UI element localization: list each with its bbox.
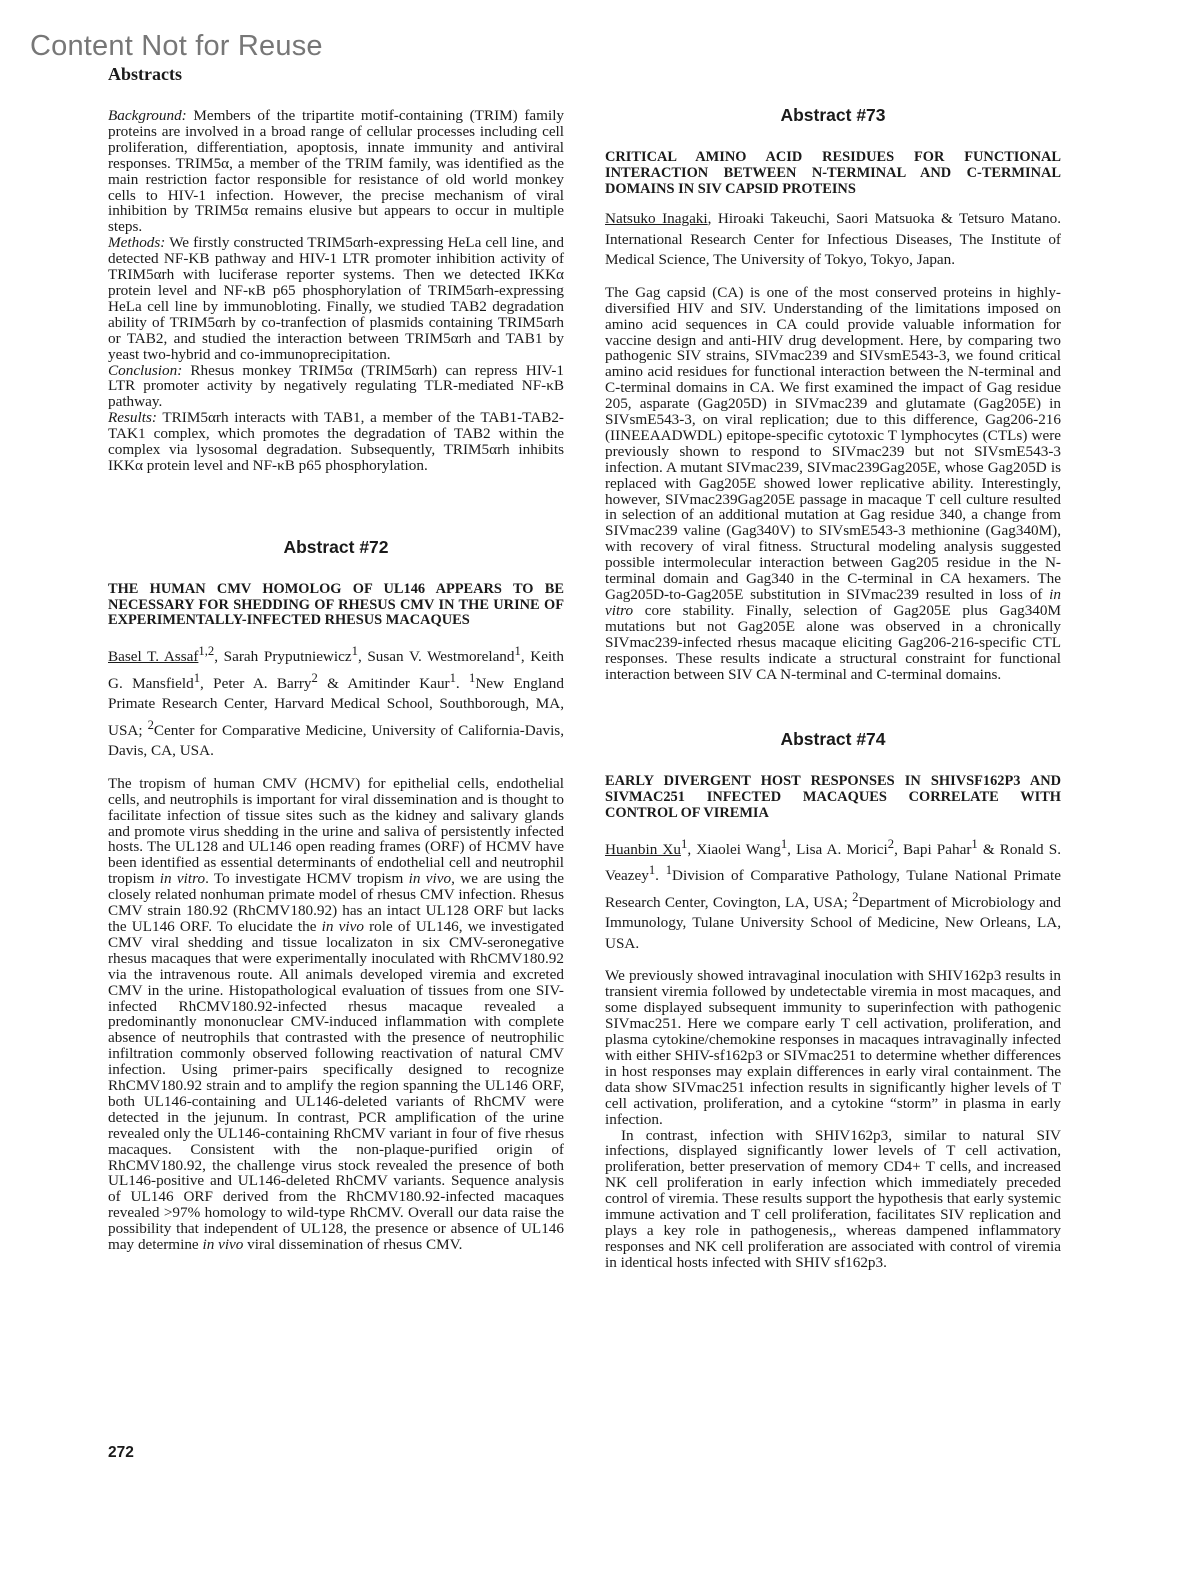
abstract-73-body [605,285,1061,683]
abstract-72-heading: Abstract #72 [283,536,389,557]
abstract-74 [605,729,1062,1271]
abstract-72-author-2-sup: 1 [351,644,358,659]
abstract-74-body [605,968,1061,1270]
abstract-72-aff2-sup: 2 [147,717,154,732]
abstract-72 [108,536,565,1254]
abstract-73-presenter: Natsuko Inagaki [605,210,708,228]
abstract-72-body-italic-4: in vivo [202,1236,244,1254]
abstract-74-authors: Huanbin Xu$^1$, Xiaolei Wang$^1$, Lisa A. Morici$^2$, Bapi Pahar$^1$ & Ronald S. Veazey$^1$. $^1$Division of Comparative Pathology, Tulane National Primate Research Center, Covington, LA, USA; $^2$Department of Microbiology and Immunology, Tulane University School of Medicine, New Orleans, LA, USA. [605,836,1062,952]
abstract-72-author-2: , Sarah Pryputniewicz [214,648,352,666]
abstract-73-body-italic: in vitro [605,586,1061,619]
abstract-72-author-6: & Amitinder Kaur [317,674,450,692]
abstract-74-author-2: , Xiaolei Wang [687,840,781,858]
abstract-74-author-4: , Bapi Pahar [894,840,972,858]
abstract-74-title: EARLY DIVERGENT HOST RESPONSES IN SHIVSF162P3 AND SIVMAC251 INFECTED MACAQUES CORRELATE WITH CONTROL OF VIREMIA [605,773,1061,821]
abstract-74-affiliation-1: Division of Comparative Pathology, Tulane National Primate Research Center, Covington, LA, USA; [605,867,1061,911]
background-paragraph [108,108,564,235]
abstract-73-title: CRITICAL AMINO ACID RESIDUES FOR FUNCTIONAL INTERACTION BETWEEN N-TERMINAL AND C-TERMINAL DOMAINS IN SIV CAPSID PROTEINS [605,148,1061,197]
abstract-74-presenter-sup: 1 [681,836,688,851]
abstract-72-body-4: role of UL146, we investigated CMV viral shedding and tissue localizaton in six CMV-seronegative rhesus macaques that were experimentally inoculated with RhCMV180.92 via the intravenous route. All animals developed viremia and excreted CMV in the urine. Histopathological evaluation of tissues from one SIV-infected RhCMV180.92-infected rhesus macaque revealed a predominantly mononuclear CMV-induced inflammation with complete absence of neutrophils that contrasted with the presence of neutrophilic infiltration commonly observed following reactivation of natural CMV infection. Using primer-pairs specifically designed to recognize RhCMV180.92 strain and to amplify the region spanning the UL146 ORF, both UL146-containing and UL146-deleted variants of RhCMV were detected in the jejunum. In contrast, PCR amplification of the urine revealed only the UL146-containing RhCMV variant in four of five rhesus macaques. Consistent with the non-plaque-purified origin of RhCMV180.92, the challenge virus stock revealed the presence of both UL146-positive and UL146-deleted RhCMV variants. Sequence analysis of UL146 ORF derived from the RhCMV180.92-infected macaques revealed >97% homology to wild-type RhCMV. Overall our data raise the possibility that independent of UL128, the presence or absence of UL146 may determine [108,917,565,1254]
methods-label: Methods: [108,234,166,252]
abstract-74-author-3-sup: 2 [887,836,895,851]
abstract-72-body-italic-3: in vivo [321,917,364,935]
abstract-73-body-1: The Gag capsid (CA) is one of the most conserved proteins in highly-diversified HIV and SIV. Understanding of the limitations imposed on amino acid sequences in CA could provide valuable information for vaccine design and anti-HIV drug development. Here, by comparing two pathogenic SIV strains, SIVmac239 and SIVsmE543-3, we found critical amino acid residues for functional interaction between the N-terminal and C-terminal domains in CA. We first examined the impact of Gag residue 205, asparate (Gag205D) in SIVmac239 and glutamate (Gag205E) in SIVsmE543-3, on viral replication; due to this difference, Gag206-216 (IINEEAADWDL) epitope-specific cytotoxic T lymphocytes (CTLs) were previously shown to respond to SIVmac239 but not SIVsmE543-3 infection. A mutant SIVmac239, SIVmac239Gag205E, whose Gag205D is replaced with Gag205E showed lower replicative ability. Interestingly, however, SIVmac239Gag205E passage in macaque T cell culture resulted in selection of an additional mutation at Gag residue 340, a change from SIVmac239 valine (Gag340V) to SIVsmE543-3 methionine (Gag340M), with recovery of viral fitness. Structural modeling analysis suggested possible intermolecular interaction between Gag205 residue in the N-terminal domain and Gag340 in the C-terminal in CA hexamers. The Gag205D-to-Gag205E substitution in SIVmac239 resulted in loss of [605,283,1061,604]
abstract-72-presenter-sup: 1,2 [198,644,215,659]
abstract-72-presenter: Basel T. Assaf [108,648,199,666]
abstract-72-title: THE HUMAN CMV HOMOLOG OF UL146 APPEARS TO BE NECESSARY FOR SHEDDING OF RHESUS CMV IN THE URINE OF EXPERIMENTALLY-INFECTED RHESUS MACAQUES [108,580,564,629]
results-text: TRIM5αrh interacts with TAB1, a member of the TAB1-TAB2-TAK1 complex, which promotes the degradation of TAB2 within the complex via lysosomal degradation. Subsequently, TRIM5αrh inhibits IKKα protein level and NF-κB p65 phosphorylation. [108,409,564,474]
conclusion-label: Conclusion: [108,361,183,379]
abstract-74-author-5-sup: 1 [648,863,656,878]
abstract-72-author-6-sup: 1 [449,670,456,685]
abstract-72-body-3: , we are using the closely related nonhuman primate model of rhesus CMV infection. Rhesus CMV strain 180.92 (RhCMV180.92) has an intact UL128 ORF but lacks the UL146 ORF. To elucidate the [108,870,565,935]
abstract-74-paragraph-1: We previously showed intravaginal inoculation with SHIV162p3 results in transient viremia followed by undetectable viremia in most macaques, and some displayed subsequent immunity to superinfection with pathogenic SIVmac251. Here we compare early T cell activation, proliferation, and plasma cytokine/chemokine responses in macaques intravaginally infected with either SHIV-sf162p3 or SIVmac251 to determine whether differences in host responses may explain differences in early viral containment. The data show SIVmac251 infection results in significantly higher levels of T cell activation, proliferation, and a cytokine “storm” in plasma in early infection. [605,967,1061,1128]
abstract-72-affiliation-2: Center for Comparative Medicine, University of California-Davis, Davis, CA, USA. [108,721,564,760]
abstract-73-authors-rest: , Hiroaki Takeuchi, Saori Matsuoka & Tetsuro Matano. International Research Center for Infectious Diseases, The Institute of Medical Science, The University of Tokyo, Tokyo, Japan. [605,210,1061,269]
abstract-71-tail [108,108,564,474]
abstract-72-body-1: The tropism of human CMV (HCMV) for epithelial cells, endothelial cells, and neutrophils is important for viral dissemination and is thought to facilitate infection of tissue sites such as the kidney and salivary glands and promote virus shedding in the urine and saliva of persistently infected hosts. The UL128 and UL146 open reading frames (ORF) of HCMV have been identified as essential determinants of endothelial cell and neutrophil tropism [108,774,564,888]
abstract-72-body [108,776,564,1253]
abstract-74-aff1-sup: 1 [665,863,673,878]
abstract-72-author-3-sup: 1 [514,644,521,659]
results-label: Results: [108,409,157,427]
abstract-72-paragraph [108,776,564,1253]
abstract-72-affiliation-1: New England Primate Research Center, Harvard Medical School, Southborough, MA, USA; [108,674,564,739]
abstract-72-body-italic-2: in vivo [408,870,452,888]
abstract-74-paragraph-2: In contrast, infection with SHIV162p3, similar to natural SIV infections, displayed significantly lower levels of T cell activation, proliferation, better preservation of memory CD4+ T cells, and increased NK cell proliferation in early infection which immediately preceded control of viremia. These results support the hypothesis that early systemic immune activation and T cell proliferation, facilitates SIV replication and plays a key role in pathogenesis,, whereas dampened inflammatory responses and NK cell proliferation are associated with control of viremia in identical hosts infected with SHIV sf162p3. [605,1126,1061,1271]
abstract-72-author-4-sup: 1 [193,670,201,685]
abstract-72-aff1-sup: 1 [469,670,476,685]
left-column [108,108,564,1253]
watermark: Content Not for Reuse [30,30,323,62]
abstract-74-aff2-sup: 2 [852,889,859,904]
abstract-74-heading: Abstract #74 [780,729,886,750]
abstract-72-body-5: viral dissemination of rhesus CMV. [243,1236,463,1254]
abstract-74-author-5: & Ronald S. Veazey [605,840,1062,885]
background-text: Members of the tripartite motif-containing (TRIM) family proteins are involved in a broad range of cellular processes including cell proliferation, differentiation, apoptosis, innate immunity and antiviral responses. TRIM5α, a member of the TRIM family, was identified as the main restriction factor responsible for resistance of old world monkey cells to HIV-1 infection. However, the precise mechanism of viral inhibition by TRIM5α remains elusive but appears to occur in multiple steps. [108,107,565,236]
abstract-72-body-2: . To investigate HCMV tropism [205,870,409,888]
background-label: Background: [108,107,187,124]
abstract-74-author-2-sup: 1 [780,836,788,851]
section-label: Abstracts [108,64,182,84]
methods-paragraph [108,235,564,362]
page-number: 272 [108,1444,134,1461]
abstract-72-author-4: , Keith G. Mansfield [108,648,564,692]
right-column [605,105,1062,1271]
abstract-72-author-3: , Susan V. Westmoreland [357,648,515,666]
abstract-72-body-italic-1: in vitro [159,870,206,888]
abstract-74-presenter: Huanbin Xu [605,840,681,858]
abstract-74-affiliation-2: Department of Microbiology and Immunology, Tulane University School of Medicine, New Orleans, LA, USA. [605,893,1061,952]
abstract-73-heading: Abstract #73 [780,105,886,125]
abstract-74-author-4-sup: 1 [971,836,978,851]
abstract-73-body-2: core stability. Finally, selection of Gag205E plus Gag340M mutations but not Gag205E alone was observed in a chronically SIVmac239-infected rhesus macaque eliciting Gag206-216-specific CTL responses. These results indicate a structural constraint for functional interaction between SIV CA N-terminal and C-terminal domains. [605,601,1061,683]
methods-text: We firstly constructed TRIM5αrh-expressing HeLa cell line, and detected NF-KB pathway and HIV-1 LTR promoter inhibition activity of TRIM5αrh with luciferase reporter systems. Then we detected IKKα protein level and NF-κB p65 phosphorylation of TRIM5αrh-expressing HeLa cell line by immunobloting. Finally, we studied TAB2 degradation ability of TRIM5αrh by co-tranfection of plasmids containing TRIM5αrh or TAB2, and studied the interaction between TRIM5αrh and TAB1 by yeast two-hybrid and co-immunoprecipitation. [108,234,564,363]
conclusion-text: Rhesus monkey TRIM5α (TRIM5αrh) can repress HIV-1 LTR promoter activity by negatively regulating TLR-mediated NF-κB pathway. [108,361,564,411]
abstract-73 [605,105,1061,683]
abstract-74-author-3: , Lisa A. Morici [787,840,888,858]
results-paragraph [108,410,564,474]
abstract-72-author-5: , Peter A. Barry [200,674,312,692]
abstract-73-authors [605,209,1061,271]
conclusion-paragraph [108,363,564,411]
abstract-73-paragraph [605,285,1061,683]
abstract-72-author-5-sup: 2 [311,670,318,685]
abstract-72-authors: Basel T. Assaf$^{1,2}$, Sarah Pryputniewicz$^1$, Susan V. Westmoreland$^1$, Keith G. Mansfield$^1$, Peter A. Barry$^2$ & Amitinder Kaur$^1$. $^1$New England Primate Research Center, Harvard Medical School, Southborough, MA, USA; $^2$Center for Comparative Medicine, University of California-Davis, Davis, CA, USA. [108,644,564,760]
